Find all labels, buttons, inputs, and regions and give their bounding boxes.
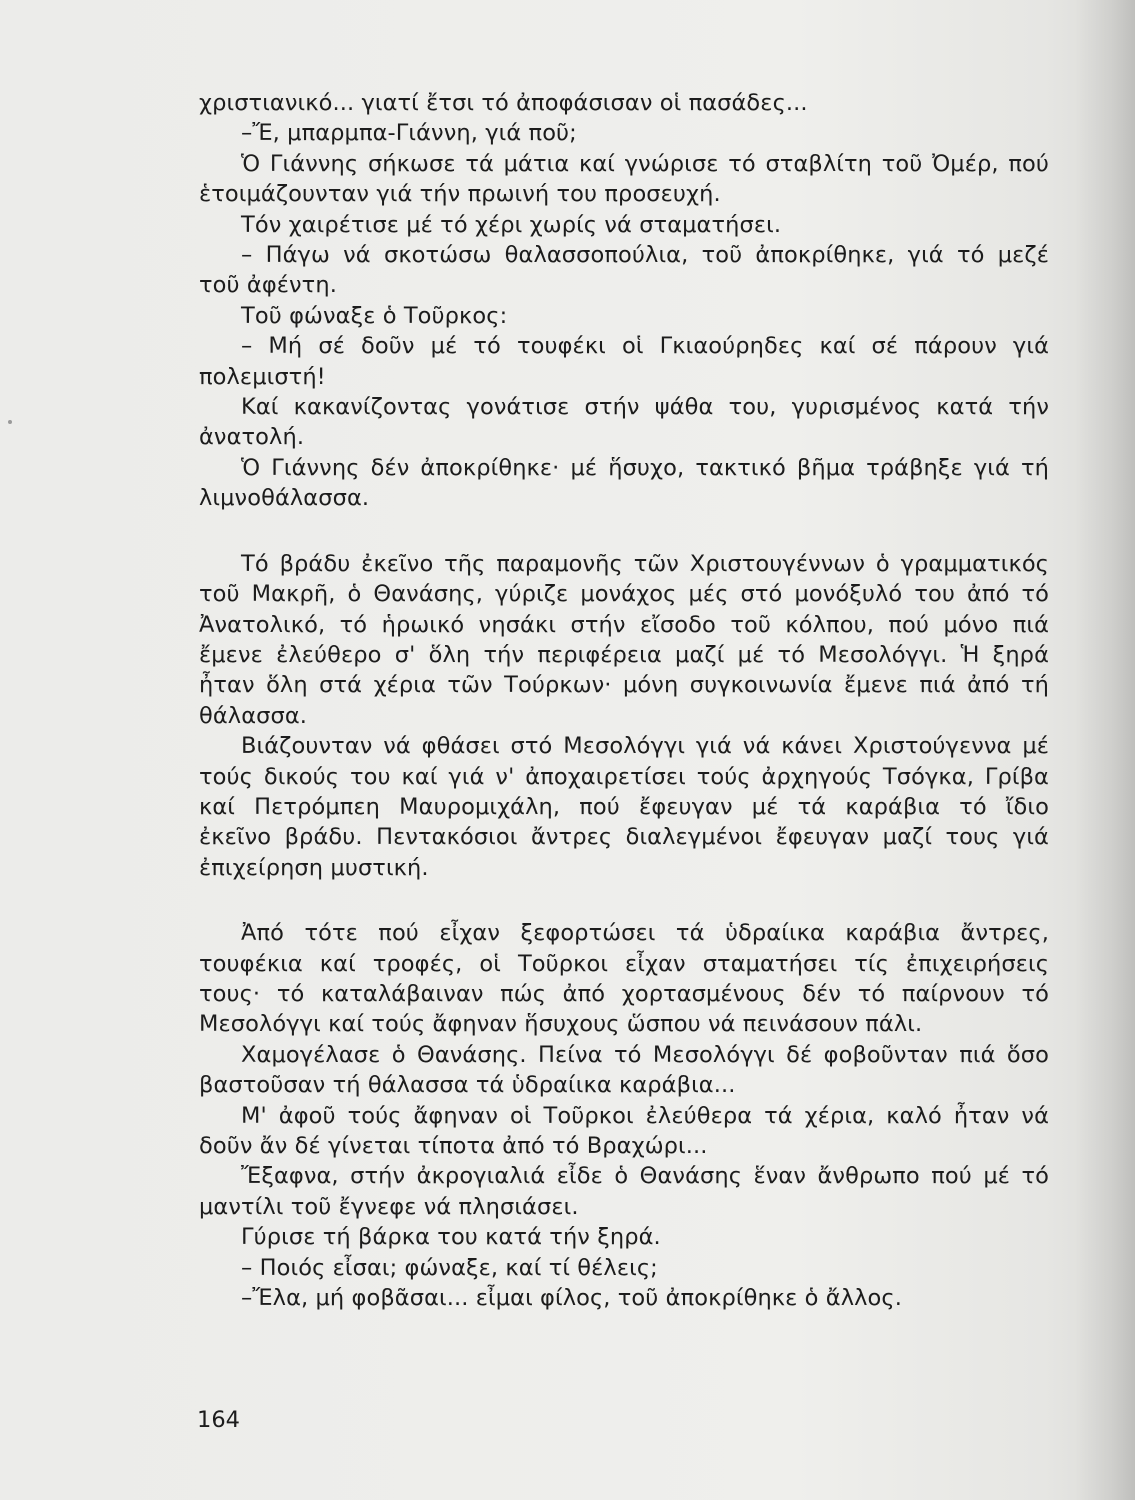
paragraph <box>199 1253 1049 1283</box>
paragraph <box>199 1040 1049 1101</box>
text-line: Τοῦ φώναξε ὁ Τοῦρκος: <box>241 302 508 329</box>
paragraph <box>199 301 1049 331</box>
text-line: Ὁ Γιάννης δέν ἀποκρίθηκε· μέ ἥσυχο, τακτικό βῆμα τράβηξε γιά τή <box>241 454 1049 481</box>
text-line: – Μή σέ δοῦν μέ τό τουφέκι οἱ Γκιαούρηδες καί σέ πάρουν γιά <box>241 333 1049 360</box>
page-edge-shadow <box>1075 0 1135 1500</box>
text-line: Χαμογέλασε ὁ Θανάσης. Πείνα τό Μεσολόγγι δέ φοβοῦνταν πιά ὅσο <box>241 1041 1049 1068</box>
text-line: τουφέκια καί τροφές, οἱ Τοῦρκοι εἶχαν σταματήσει τίς ἐπιχειρήσεις <box>199 950 1049 977</box>
text-line: θάλασσα. <box>199 702 308 729</box>
text-line: ἐπιχείρηση μυστική. <box>199 854 429 881</box>
text-line: Μ' ἀφοῦ τούς ἄφηναν οἱ Τοῦρκοι ἐλεύθερα τά χέρια, καλό ἦταν νά <box>241 1102 1049 1129</box>
text-line: καί Πετρόμπεη Μαυρομιχάλη, πού ἔφευγαν μέ τά καράβια τό ἴδιο <box>199 793 1049 820</box>
paragraph <box>199 1101 1049 1162</box>
text-line: ἔμενε ἐλεύθερο σ' ὅλη τήν περιφέρεια μαζί μέ τό Μεσολόγγι. Ἡ ξηρά <box>199 641 1049 668</box>
paragraph <box>199 731 1049 883</box>
text-line: ἦταν ὅλη στά χέρια τῶν Τούρκων· μόνη συγκοινωνία ἔμενε πιά ἀπό τή <box>199 672 1049 699</box>
paragraph <box>199 918 1049 1040</box>
paragraph <box>199 392 1049 453</box>
paragraph <box>199 210 1049 240</box>
text-line: – Πάγω νά σκοτώσω θαλασσοπούλια, τοῦ ἀποκρίθηκε, γιά τό μεζέ <box>241 242 1049 269</box>
paragraph <box>199 331 1049 392</box>
text-line: μαντίλι τοῦ ἔγνεφε νά πλησιάσει. <box>199 1193 579 1220</box>
text-line: Ἀπό τότε πού εἶχαν ξεφορτώσει τά ὑδραίικα καράβια ἄντρες, <box>241 920 1049 947</box>
text-line: –Ἔλα, μή φοβᾶσαι... εἶμαι φίλος, τοῦ ἀποκρίθηκε ὁ ἄλλος. <box>241 1285 902 1312</box>
paragraph <box>199 549 1049 731</box>
text-line: Γύρισε τή βάρκα του κατά τήν ξηρά. <box>241 1224 661 1251</box>
text-line: ἐκεῖνο βράδυ. Πεντακόσιοι ἄντρες διαλεγμένοι ἔφευγαν μαζί τους γιά <box>199 824 1049 851</box>
text-line: βαστοῦσαν τή θάλασσα τά ὑδραίικα καράβια... <box>199 1072 736 1099</box>
page-number: 164 <box>197 1407 240 1433</box>
text-line: Ἀνατολικό, τό ἡρωικό νησάκι στήν εἴσοδο τοῦ κόλπου, πού μόνο πιά <box>199 611 1049 638</box>
text-line: χριστιανικό... γιατί ἔτσι τό ἀποφάσισαν οἱ πασάδες... <box>199 90 808 116</box>
text-line: τούς δικούς του καί γιά ν' ἀποχαιρετίσει τούς ἀρχηγούς Τσόγκα, Γρίβα <box>199 763 1049 790</box>
text-line: τοῦ Μακρῆ, ὁ Θανάσης, γύριζε μονάχος μές στό μονόξυλό του ἀπό τό <box>199 581 1049 608</box>
text-line: Καί κακανίζοντας γονάτισε στήν ψάθα του, γυρισμένος κατά τήν <box>241 394 1049 421</box>
text-line: τους· τό καταλάβαιναν πώς ἀπό χορτασμένους δέν τό παίρνουν τό <box>199 980 1049 1007</box>
paragraph <box>199 88 1049 118</box>
text-line: ἀνατολή. <box>199 424 305 451</box>
text-line: –Ἔ, μπαρμπα-Γιάννη, γιά ποῦ; <box>241 120 577 147</box>
paragraph <box>199 453 1049 514</box>
paragraph <box>199 1283 1049 1313</box>
text-line: δοῦν ἄν δέ γίνεται τίποτα ἀπό τό Βραχώρι... <box>199 1133 708 1159</box>
paragraph <box>199 1161 1049 1222</box>
body-text <box>199 88 1049 1313</box>
text-line: Βιάζουνταν νά φθάσει στό Μεσολόγγι γιά νά κάνει Χριστούγεννα μέ <box>241 733 1049 760</box>
text-line: Τόν χαιρέτισε μέ τό χέρι χωρίς νά σταματήσει. <box>241 211 782 238</box>
paragraph <box>199 149 1049 210</box>
paragraph <box>199 1222 1049 1252</box>
text-line: Τό βράδυ ἐκεῖνο τῆς παραμονῆς τῶν Χριστουγέννων ὁ γραμματικός <box>241 550 1049 577</box>
text-line: τοῦ ἀφέντη. <box>199 272 337 299</box>
text-line: – Ποιός εἶσαι; φώναξε, καί τί θέλεις; <box>241 1254 658 1281</box>
paragraph <box>199 118 1049 148</box>
text-line: Ἔξαφνα, στήν ἀκρογιαλιά εἶδε ὁ Θανάσης ἕναν ἄνθρωπο πού μέ τό <box>241 1163 1049 1190</box>
text-line: ἑτοιμάζουνταν γιά τήν πρωινή του προσευχή. <box>199 181 721 208</box>
text-line: Μεσολόγγι καί τούς ἄφηναν ἥσυχους ὥσπου νά πεινάσουν πάλι. <box>199 1011 923 1038</box>
paragraph <box>199 240 1049 301</box>
paper-speck <box>8 420 12 424</box>
text-line: λιμνοθάλασσα. <box>199 485 370 512</box>
text-line: πολεμιστή! <box>199 363 326 390</box>
text-line: Ὁ Γιάννης σήκωσε τά μάτια καί γνώρισε τό σταβλίτη τοῦ Ὀμέρ, πού <box>241 150 1049 177</box>
